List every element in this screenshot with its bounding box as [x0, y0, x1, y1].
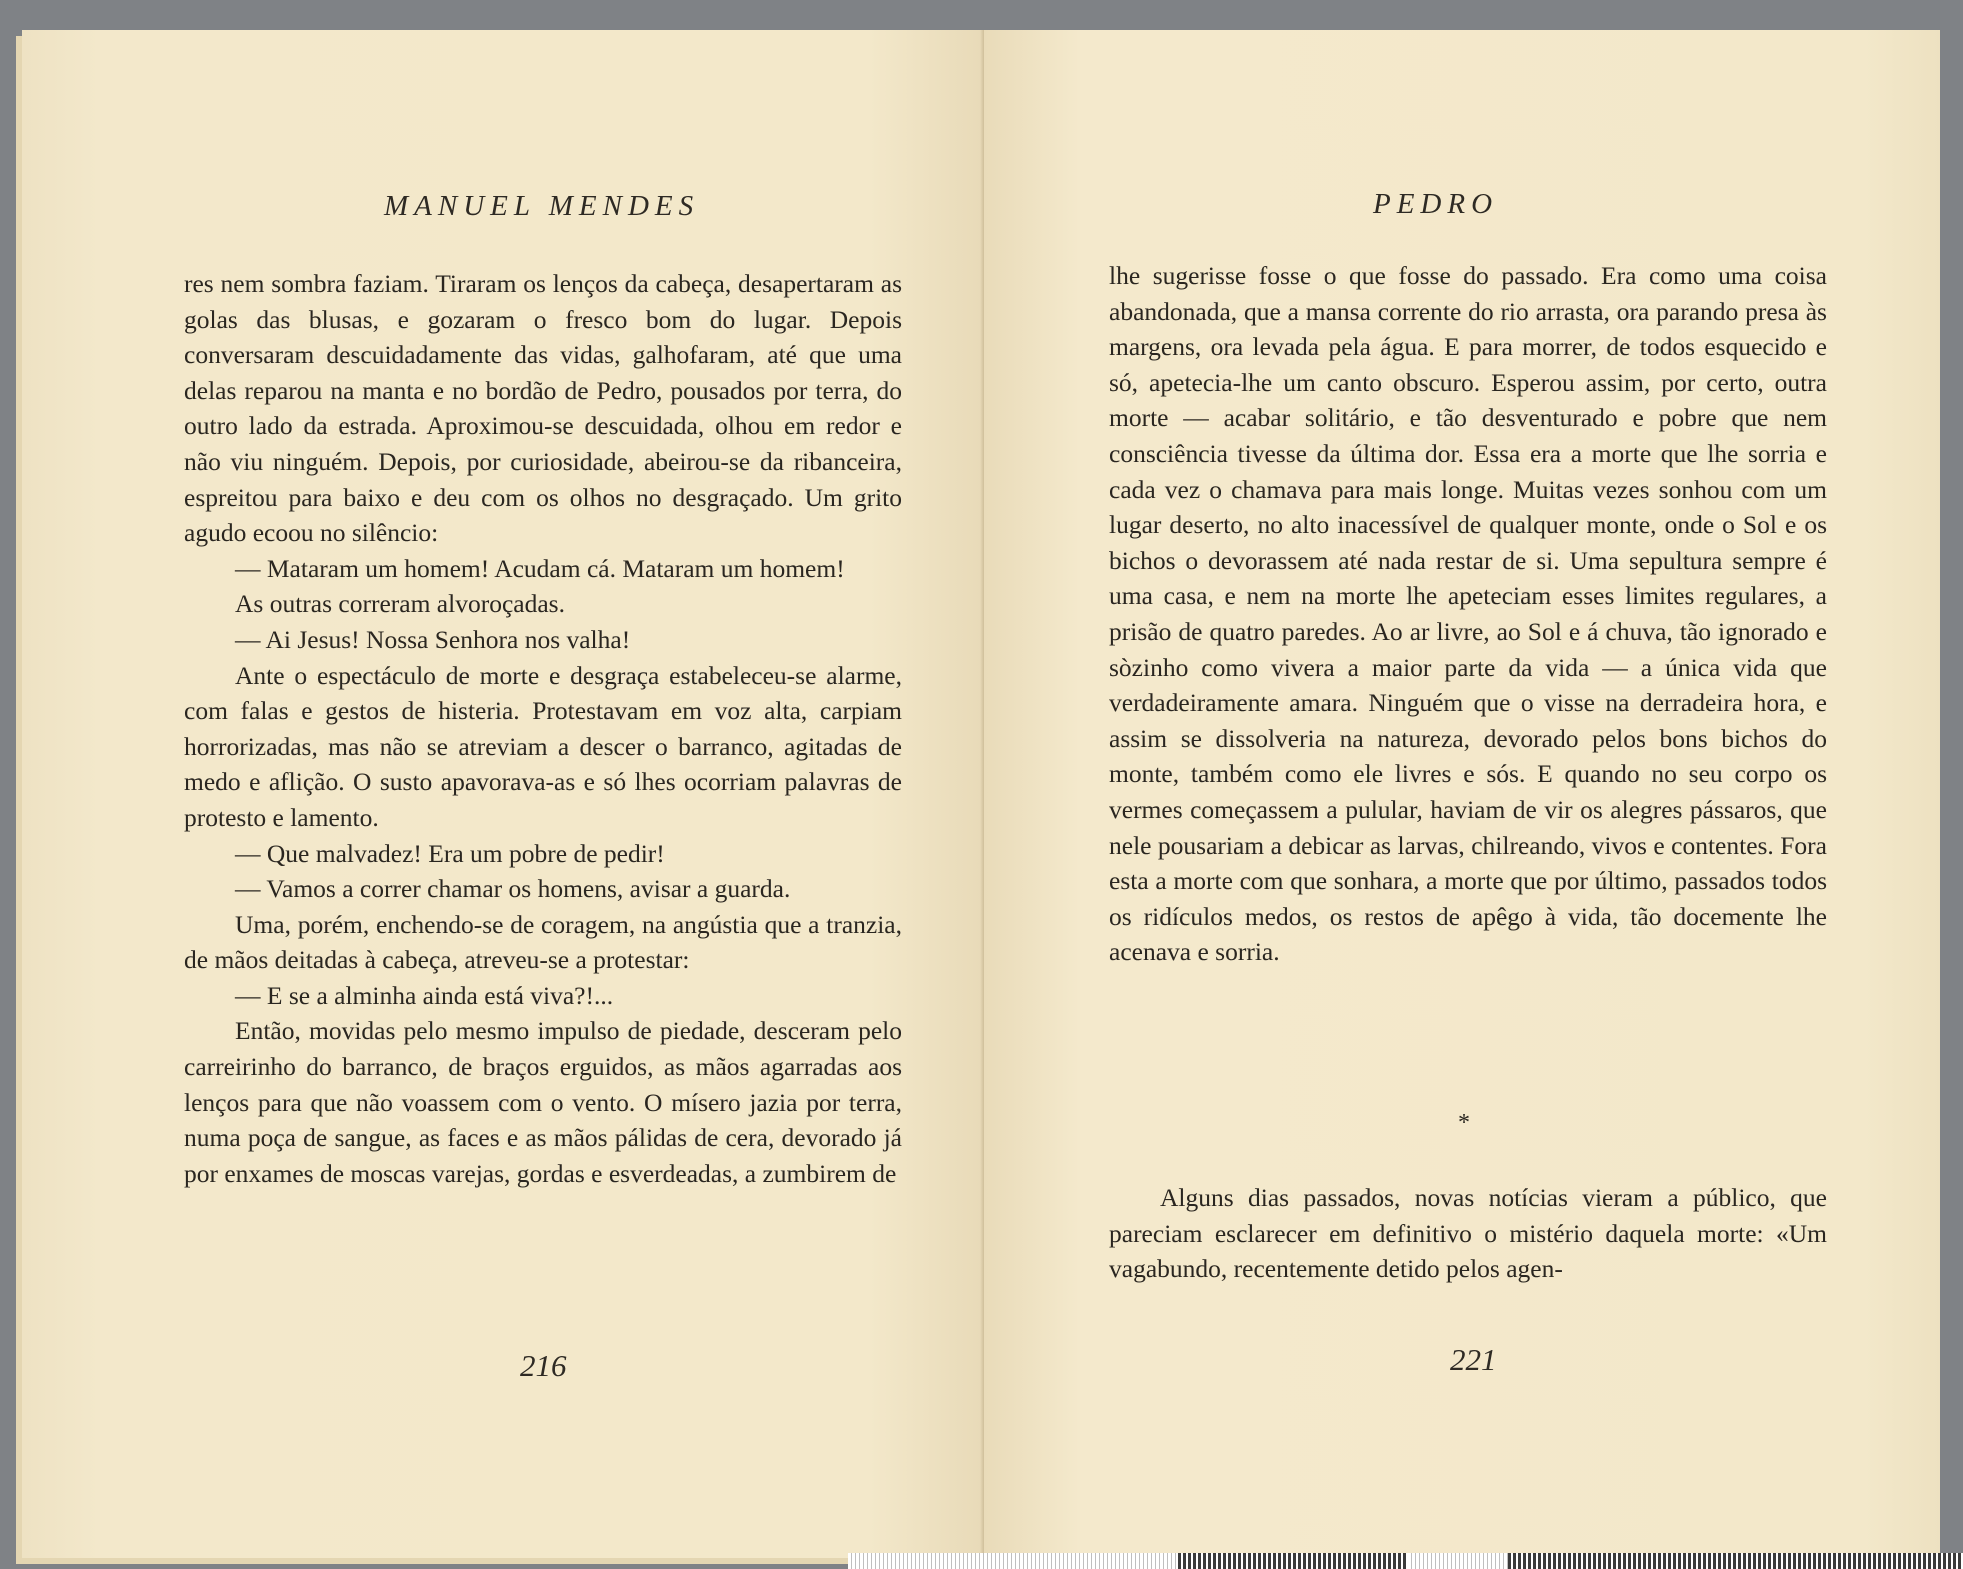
left-paragraph: Então, movidas pelo mesmo impulso de piedade, desceram pelo carreirinho do barranco, de braços erguidos, as mãos agarradas aos lenços para que não voassem com o vento. O mísero jazia por terra, numa poça de sangue, as faces e as mãos pálidas de cera, devorado já por enxames de moscas varejas, gordas e esverdeadas, a zumbirem de: [184, 1016, 902, 1188]
right-running-head: PEDRO: [1373, 188, 1499, 220]
open-book: [22, 30, 1940, 1558]
right-page-text: [1109, 258, 1827, 970]
right-page: [984, 30, 1940, 1558]
right-paragraph: Alguns dias passados, novas notícias vieram a público, que pareciam esclarecer em definitivo o mistério daquela morte: «Um vagabundo, recentemente detido pelos agen-: [1109, 1183, 1827, 1284]
section-break-asterisk: *: [1458, 1110, 1470, 1136]
left-running-head: MANUEL MENDES: [384, 190, 700, 222]
left-paragraph: — E se a alminha ainda está viva?!...: [235, 980, 614, 1010]
ruler-dark-segment: [1508, 1553, 1963, 1569]
left-paragraph: Uma, porém, enchendo-se de coragem, na angústia que a tranzia, de mãos deitadas à cabeça, atreveu-se a protestar:: [184, 909, 902, 975]
left-paragraph: — Mataram um homem! Acudam cá. Mataram um homem!: [235, 553, 845, 583]
ruler-dark-segment: [1178, 1553, 1408, 1569]
left-paragraph: As outras correram alvoroçadas.: [235, 589, 565, 619]
left-page: [22, 30, 984, 1558]
left-paragraph: Ante o espectáculo de morte e desgraça estabeleceu-se alarme, com falas e gestos de histeria. Protestavam em voz alta, carpiam horrorizadas, mas não se atreviam a descer o barranco, agitadas de medo e aflição. O susto apavorava-as e só lhes ocorriam palavras de protesto e lamento.: [184, 660, 902, 832]
left-page-number: 216: [520, 1348, 567, 1383]
right-page-number: 221: [1450, 1342, 1497, 1377]
scan-scale-ruler: [848, 1553, 1963, 1569]
left-paragraph: — Vamos a correr chamar os homens, avisar a guarda.: [235, 874, 791, 904]
left-paragraph: res nem sombra faziam. Tiraram os lenços da cabeça, desapertaram as golas das blusas, e gozaram o fresco bom do lugar. Depois conversaram descuidadamente das vidas, galhofaram, até que uma delas reparou na manta e no bordão de Pedro, pousados por terra, do outro lado da estrada. Aproximou-se descuidada, olhou em redor e não viu ninguém. Depois, por curiosidade, abeirou-se da ribanceira, espreitou para baixo e deu com os olhos no desgraçado. Um grito agudo ecoou no silêncio:: [184, 269, 902, 548]
right-paragraph: lhe sugerisse fosse o que fosse do passado. Era como uma coisa abandonada, que a mansa corrente do rio arrasta, ora parando presa às margens, ora levada pela água. E para morrer, de todos esquecido e só, apetecia-lhe um canto obscuro. Esperou assim, por certo, outra morte — acabar solitário, e tão desventurado e pobre que nem consciência tivesse da última dor. Essa era a morte que lhe sorria e cada vez o chamava para mais longe. Muitas vezes sonhou com um lugar deserto, no alto inacessível de qualquer monte, onde o Sol e os bichos o devorassem até nada restar de si. Uma sepultura sempre é uma casa, e nem na morte lhe apeteciam esses limites regulares, a prisão de quatro paredes. Ao ar livre, ao Sol e á chuva, tão ignorado e sòzinho como vivera a maior parte da vida — a única vida que verdadeiramente amara. Ninguém que o visse na derradeira hora, e assim se dissolveria na natureza, devorado pelos bons bichos do monte, também como ele livres e sós. E quando no seu corpo os vermes começassem a pulular, haviam de vir os alegres pássaros, que nele pousariam a debicar as larvas, chilreando, vivos e contentes. Fora esta a morte com que sonhara, a morte que por último, passados todos os ridículos medos, os restos de apêgo à vida, tão docemente lhe acenava e sorria.: [1109, 261, 1827, 967]
left-paragraph: — Que malvadez! Era um pobre de pedir!: [235, 838, 665, 868]
left-page-text: [184, 266, 902, 1191]
right-page-text-after-break: [1109, 1180, 1827, 1287]
left-paragraph: — Ai Jesus! Nossa Senhora nos valha!: [235, 624, 631, 654]
